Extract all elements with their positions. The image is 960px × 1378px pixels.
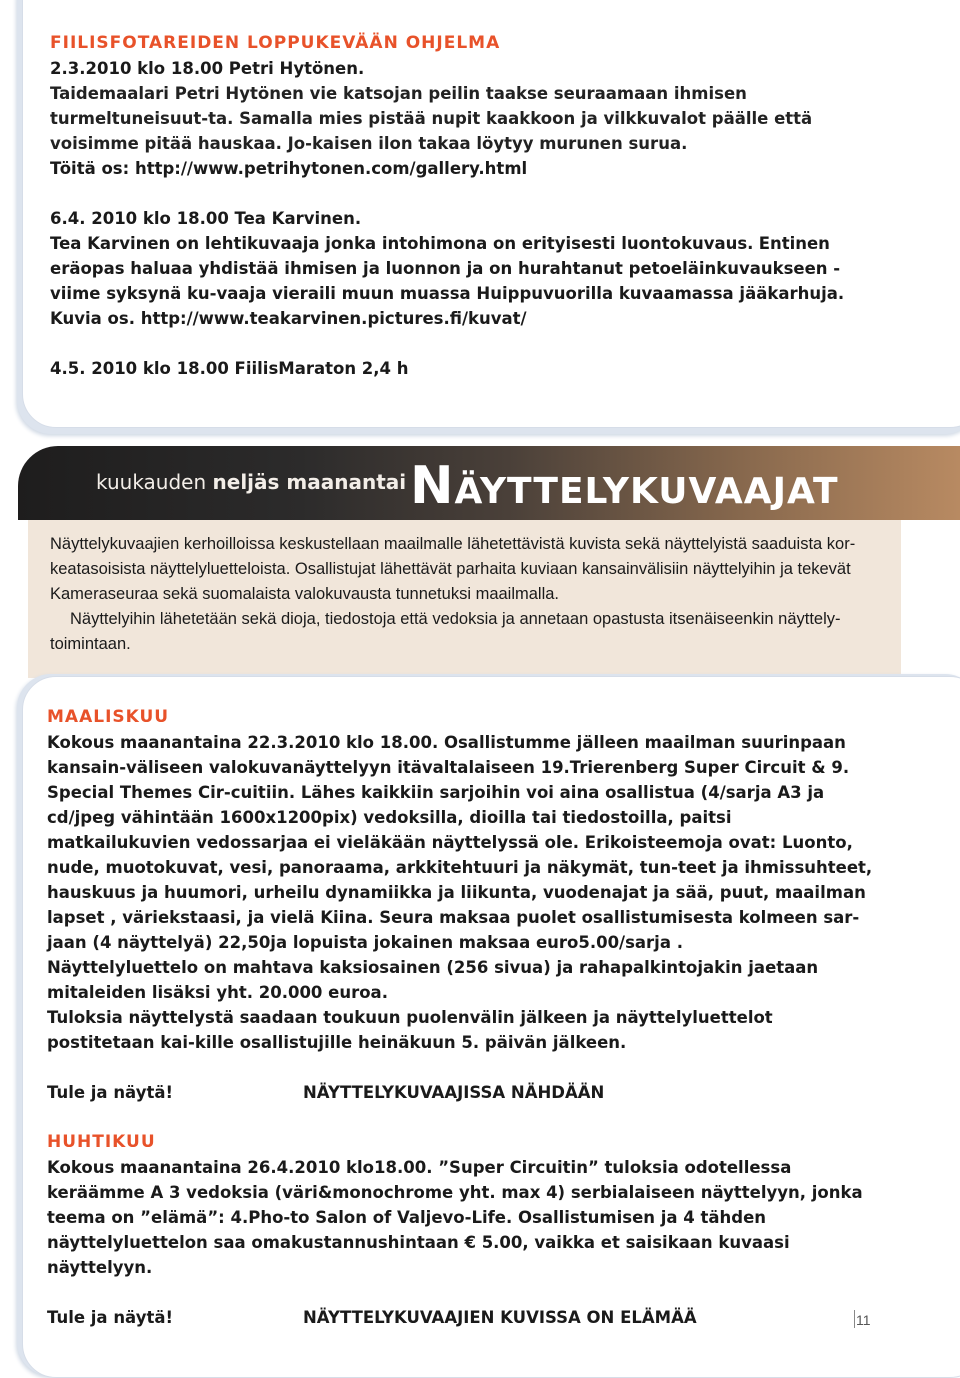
spring-program xyxy=(50,31,880,381)
banner-title-rest: ÄYTTELYKUVAAJAT xyxy=(454,471,839,512)
march-paragraph-3: Tuloksia näyttelystä saadaan toukuun puolenvälin jälkeen ja näyttelyluettelot postitetaan kai-kille osallistujille heinäkuun 5. päivän jälkeen. xyxy=(47,1008,773,1052)
intro-paragraph-1: Näyttelykuvaajien kerhoilloissa keskustellaan maailmalle lähetettävistä kuvista sekä näyttelyistä saaduista kor-keatasoisista näyttelyluetteloista. Osallistujat lähettävät parhaita kuviaan kansainvälisiin näyttelyihin ja tekevät Kameraseuraa sekä suomalaista valokuvausta tunnetuksi maailmalla. xyxy=(50,535,856,603)
april-footer-right: NÄYTTELYKUVAAJIEN KUVISSA ON ELÄMÄÄ xyxy=(303,1308,697,1327)
event2-text-bold: Tea Karvinen on lehtikuvaaja jonka intohimona on erityisesti luontokuvaus. xyxy=(50,234,754,253)
banner-title xyxy=(410,456,839,516)
program-heading: FIILISFOTAREIDEN LOPPUKEVÄÄN OHJELMA xyxy=(50,33,501,53)
banner-title-initial: N xyxy=(410,456,455,516)
march-paragraph-2: Näyttelyluettelo on mahtava kaksiosainen (256 sivua) ja rahapalkintojakin jaetaan mitaleiden lisäksi yht. 20.000 euroa. xyxy=(47,958,819,1002)
april-paragraph-1: Kokous maanantaina 26.4.2010 klo18.00. ”Super Circuitin” tuloksia odotellessa keräämme A 3 vedoksia (väri&monochrome yht. max 4) serbialaiseen näyttelyyn, jonka teema on ”elämä”: 4.Pho-to Salon of Valjevo-Life. Osallistumisen ja 4 tähden näyttelyluettelon saa omakustannushintaan € 5.00, vaikka et saisikaan kuvaasi näyttelyyn. xyxy=(47,1158,863,1277)
march-heading: MAALISKUU xyxy=(47,707,170,727)
march-paragraph-1: Kokous maanantaina 22.3.2010 klo 18.00. Osallistumme jälleen maailman suurinpaan kansain-väliseen valokuvanäyttelyyn itävaltalaiseen 19.Trierenberg Super Circuit & 9. Special Themes Cir-cuitiin. Lähes kaikkiin sarjoihin voi aina osallistua (4/sarja A3 ja cd/jpeg vähintään 1600x1200pix) vedoksilla, dioilla tai tiedostoilla, paitsi matkailukuvien vedossarjaa ei vieläkään näyttelyssä ole. Erikoisteemoja ovat: Luonto, nude, muotokuvat, vesi, panoraama, arkkitehtuuri ja näkymät, tun-teet ja ihmissuhteet, hauskuus ja huumori, urheilu dynamiikka ja liikunta, vuodenajat ja sää, puut, maailman lapset , väriekstaasi, ja vielä Kiina. Seura maksaa puolet osallistumisesta kolmeen sar-jaan (4 näyttelyä) 22,50ja lopuista jokainen maksaa euro5.00/sarja . xyxy=(47,733,873,952)
page-number: 11 xyxy=(856,1312,871,1328)
event3-date: 4.5. 2010 klo 18.00 FiilisMaraton 2,4 h xyxy=(50,359,409,378)
april-heading: HUHTIKUU xyxy=(47,1132,156,1152)
march-footer-right: NÄYTTELYKUVAAJISSA NÄHDÄÄN xyxy=(303,1083,605,1102)
event1-date: 2.3.2010 klo 18.00 Petri Hytönen. xyxy=(50,59,365,78)
march-footer-left: Tule ja näytä! xyxy=(47,1083,173,1102)
april-footer-left: Tule ja näytä! xyxy=(47,1308,173,1327)
intro-paragraph-2: Näyttelyihin lähetetään sekä dioja, tiedostoja että vedoksia ja annetaan opastusta itsenäiseenkin näyttely-toimintaan. xyxy=(50,610,841,653)
march-footer xyxy=(47,1080,877,1105)
banner-sub-prefix: kuukauden xyxy=(96,470,207,494)
banner-subtitle xyxy=(96,470,406,494)
event2-body xyxy=(50,231,880,306)
event1-link: Töitä os: http://www.petrihytonen.com/gallery.html xyxy=(50,159,528,178)
march-section xyxy=(47,705,877,1330)
section-banner xyxy=(0,446,960,520)
event2-text: Entinen eräopas haluaa yhdistää ihmisen ja luonnon ja on hurahtanut petoeläinkuvaukseen - viime syksynä ku-vaaja vieraili muun muassa Huippuvuorilla kuvaamassa jääkarhuja. xyxy=(50,234,845,303)
event2-date: 6.4. 2010 klo 18.00 Tea Karvinen. xyxy=(50,209,362,228)
page-number-rule xyxy=(854,1310,855,1328)
banner-sub-bold: neljäs maanantai xyxy=(212,470,407,494)
event2-link: Kuvia os. http://www.teakarvinen.pictures.fi/kuvat/ xyxy=(50,309,527,328)
event1-text: Taidemaalari Petri Hytönen vie katsojan peilin taakse seuraamaan ihmisen turmeltuneisuut-ta. Samalla mies pistää nupit kaakkoon ja vilkkuvalot päälle että voisimme pitää hauskaa. Jo-kaisen ilon takaa löytyy murunen surua. xyxy=(50,84,813,153)
intro-text xyxy=(50,532,878,657)
april-footer xyxy=(47,1305,877,1330)
